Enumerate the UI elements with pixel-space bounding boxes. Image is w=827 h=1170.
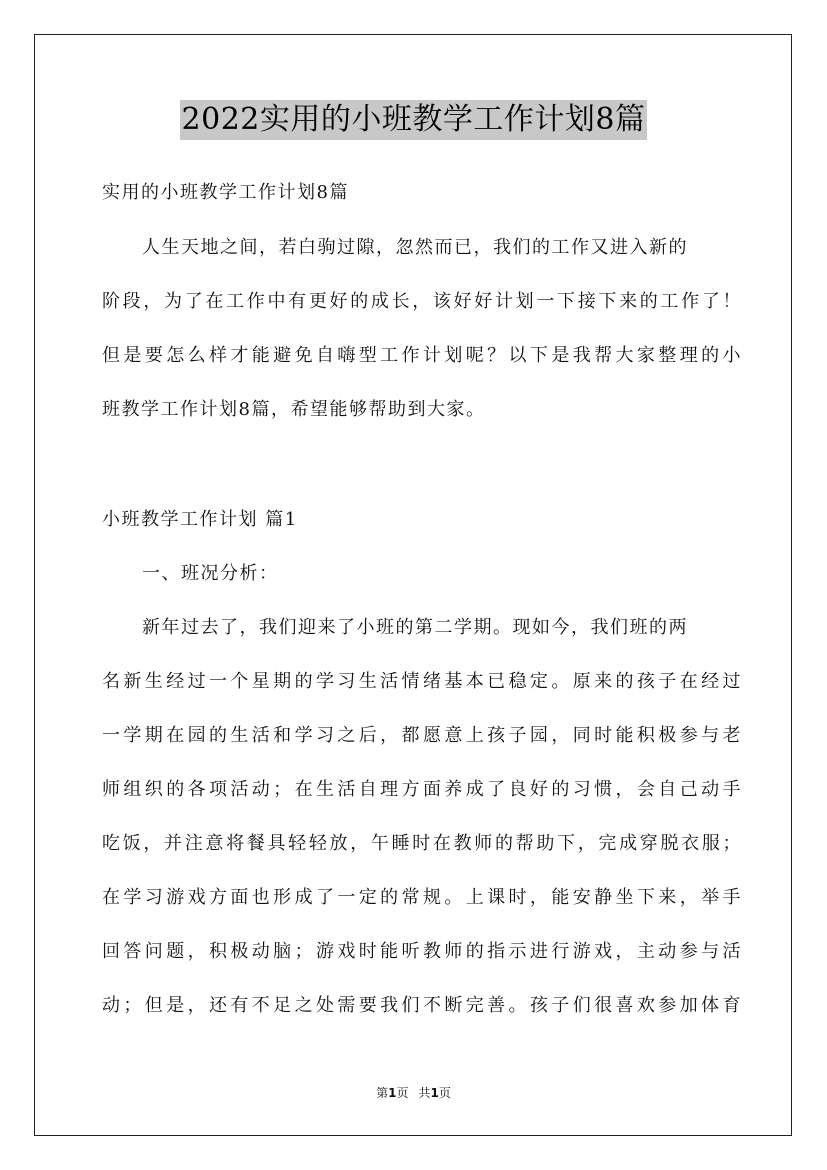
page-footer bbox=[0, 1084, 827, 1101]
sub-heading: 一、班况分析： bbox=[142, 563, 279, 584]
intro-line-3: 但是要怎么样才能避免自嗨型工作计划呢？以下是我帮大家整理的小 bbox=[102, 345, 742, 366]
body-line-2: 名新生经过一个星期的学习生活情绪基本已稳定。原来的孩子在经过 bbox=[102, 671, 742, 692]
body-line-3: 一学期在园的生活和学习之后，都愿意上孩子园，同时能积极参与老 bbox=[102, 725, 742, 746]
body-line-5: 吃饭，并注意将餐具轻轻放，午睡时在教师的帮助下，完成穿脱衣服； bbox=[102, 833, 742, 854]
document-title: 2022实用的小班教学工作计划8篇 bbox=[180, 100, 648, 140]
body-line-6: 在学习游戏方面也形成了一定的常规。上课时，能安静坐下来，举手 bbox=[102, 887, 742, 908]
title-container bbox=[0, 100, 827, 140]
intro-line-2: 阶段，为了在工作中有更好的成长，该好好计划一下接下来的工作了！ bbox=[102, 291, 742, 312]
footer-total-prefix: 共 bbox=[418, 1086, 431, 1100]
footer-page-total: 1 bbox=[430, 1086, 439, 1100]
intro-line-1: 人生天地之间，若白驹过隙，忽然而已，我们的工作又进入新的 bbox=[142, 237, 688, 258]
body-line-1: 新年过去了，我们迎来了小班的第二学期。现如今，我们班的两 bbox=[142, 617, 688, 638]
footer-page-current: 1 bbox=[388, 1086, 397, 1100]
section-heading: 小班教学工作计划 篇1 bbox=[102, 509, 298, 530]
footer-total-suffix: 页 bbox=[438, 1086, 451, 1100]
body-line-7: 回答问题，积极动脑；游戏时能听教师的指示进行游戏，主动参与活 bbox=[102, 941, 742, 962]
footer-page-suffix: 页 bbox=[396, 1086, 409, 1100]
intro-line-4: 班教学工作计划8篇，希望能够帮助到大家。 bbox=[102, 399, 486, 420]
footer-page-prefix: 第 bbox=[376, 1086, 389, 1100]
body-line-8: 动；但是，还有不足之处需要我们不断完善。孩子们很喜欢参加体育 bbox=[102, 995, 742, 1016]
body-line-4: 师组织的各项活动；在生活自理方面养成了良好的习惯，会自己动手 bbox=[102, 779, 742, 800]
document-subtitle: 实用的小班教学工作计划8篇 bbox=[102, 182, 349, 203]
